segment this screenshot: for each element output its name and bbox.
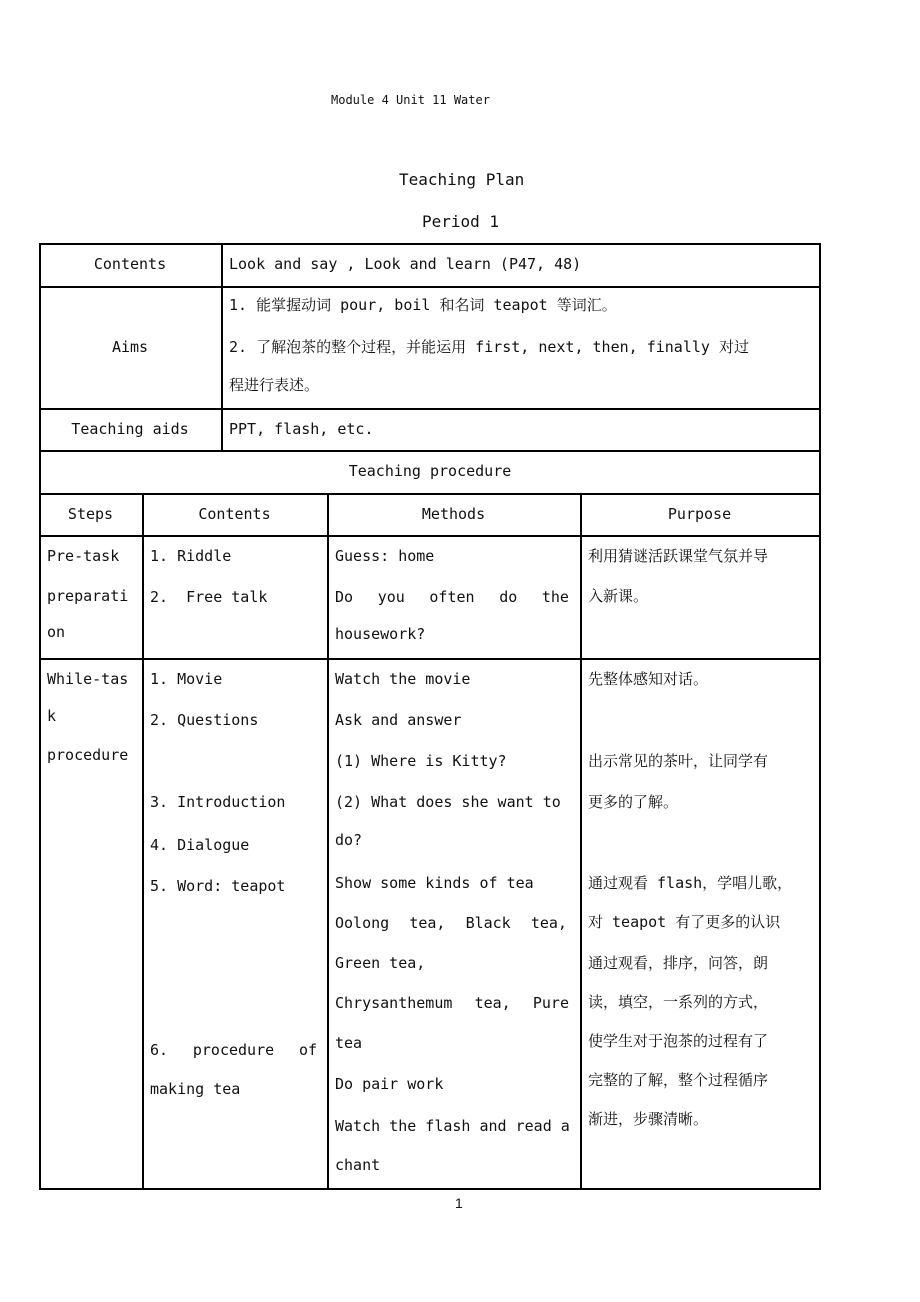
- table-line-left: [39, 243, 41, 1190]
- while-task-purpose-6: 通过观看，排序，问答，朗: [588, 954, 769, 972]
- table-line-after-procedure-title: [39, 493, 821, 495]
- table-line-after-aids: [39, 450, 821, 452]
- word: of: [298, 1041, 317, 1059]
- table-line-bottom: [39, 1188, 821, 1190]
- word: Chrysanthemum: [335, 994, 453, 1012]
- table-line-after-aims: [39, 408, 821, 410]
- word: procedure: [192, 1041, 275, 1059]
- teaching-aids-value: PPT, flash, etc.: [229, 420, 374, 438]
- word: do: [499, 588, 518, 606]
- pre-task-method-3: housework?: [335, 625, 426, 643]
- pre-task-method-1: Guess: home: [335, 547, 435, 565]
- header-steps: Steps: [67, 505, 114, 523]
- while-task-content-5: 5. Word: teapot: [150, 877, 286, 895]
- pre-task-purpose-1: 利用猜谜活跃课堂气氛并导: [588, 547, 769, 565]
- while-task-content-6: [150, 1040, 317, 1060]
- word: Black: [465, 914, 511, 932]
- while-task-purpose-8: 使学生对于泡茶的过程有了: [588, 1032, 769, 1050]
- word: tea,: [409, 914, 446, 932]
- while-task-purpose-9: 完整的了解，整个过程循序: [588, 1071, 769, 1089]
- pre-task-step-line-3: on: [47, 623, 66, 641]
- aims-label: Aims: [111, 338, 149, 356]
- pre-task-method-2-text: [335, 587, 569, 607]
- while-task-purpose-3: 更多的了解。: [588, 793, 679, 811]
- table-line-after-contents: [39, 286, 821, 288]
- while-task-method-7: [335, 913, 567, 933]
- table-line-label-column: [221, 243, 223, 452]
- word: tea,: [530, 914, 567, 932]
- table-line-top: [39, 243, 821, 245]
- word: often: [429, 588, 475, 606]
- aims-line-3: 程进行表述。: [229, 376, 320, 394]
- document-header: Module 4 Unit 11 Water: [331, 93, 490, 107]
- word: you: [377, 588, 405, 606]
- while-task-method-11: Do pair work: [335, 1075, 444, 1093]
- while-task-method-1: Watch the movie: [335, 670, 471, 688]
- header-contents: Contents: [198, 505, 271, 523]
- aims-line-1: 1. 能掌握动词 pour, boil 和名词 teapot 等词汇。: [229, 296, 617, 314]
- while-task-method-9: [335, 993, 569, 1013]
- pre-task-purpose-2: 入新课。: [588, 587, 649, 605]
- while-task-method-13: chant: [335, 1156, 381, 1174]
- document-title: Teaching Plan: [399, 170, 525, 189]
- period-label: Period 1: [422, 212, 500, 231]
- while-task-method-3: (1) Where is Kitty?: [335, 752, 507, 770]
- while-task-purpose-7: 读，填空，一系列的方式，: [588, 993, 769, 1011]
- while-task-method-6: Show some kinds of tea: [335, 874, 534, 892]
- while-task-step-line-2: k: [47, 707, 57, 725]
- table-line-steps-column: [142, 493, 144, 1190]
- while-task-content-6-text: [150, 1040, 317, 1060]
- page-number: 1: [455, 1195, 463, 1211]
- word: Pure: [532, 994, 569, 1012]
- pre-task-content-2: 2. Free talk: [150, 588, 268, 606]
- while-task-purpose-10: 渐进，步骤清晰。: [588, 1110, 709, 1128]
- while-task-method-4: (2) What does she want to: [335, 793, 561, 811]
- pre-task-content-1: 1. Riddle: [150, 547, 232, 565]
- word: the: [541, 588, 569, 606]
- while-task-content-1: 1. Movie: [150, 670, 223, 688]
- while-task-content-2: 2. Questions: [150, 711, 259, 729]
- table-line-contents-column: [327, 493, 329, 1190]
- while-task-method-2: Ask and answer: [335, 711, 462, 729]
- contents-value: Look and say , Look and learn (P47, 48): [229, 255, 582, 273]
- word: Oolong: [335, 914, 390, 932]
- aims-line-2: 2. 了解泡茶的整个过程，并能运用 first, next, then, finally 对过: [229, 338, 749, 356]
- while-task-method-12: Watch the flash and read a: [335, 1117, 570, 1135]
- while-task-method-10: tea: [335, 1034, 363, 1052]
- while-task-step-line-3: procedure: [47, 746, 129, 764]
- while-task-content-3: 3. Introduction: [150, 793, 286, 811]
- teaching-aids-label: Teaching aids: [71, 420, 189, 438]
- while-task-purpose-4: 通过观看 flash，学唱儿歌，: [588, 874, 793, 892]
- while-task-purpose-2: 出示常见的茶叶，让同学有: [588, 752, 769, 770]
- header-methods: Methods: [421, 505, 486, 523]
- while-task-step-line-1: While-tas: [47, 670, 129, 688]
- while-task-purpose-1: 先整体感知对话。: [588, 670, 709, 688]
- word: Do: [335, 588, 354, 606]
- table-line-methods-column: [580, 493, 582, 1190]
- header-purpose: Purpose: [667, 505, 732, 523]
- while-task-method-9-text: [335, 993, 569, 1013]
- while-task-method-5: do?: [335, 831, 363, 849]
- while-task-purpose-5: 对 teapot 有了更多的认识: [588, 913, 781, 931]
- pre-task-method-2: [335, 587, 569, 607]
- word: tea,: [474, 994, 511, 1012]
- while-task-method-8: Green tea,: [335, 954, 426, 972]
- pre-task-step-line-2: preparati: [47, 587, 129, 605]
- procedure-title: Teaching procedure: [348, 462, 512, 480]
- table-line-after-pre-task: [39, 658, 821, 660]
- pre-task-step-line-1: Pre-task: [47, 547, 120, 565]
- contents-label: Contents: [93, 255, 167, 273]
- table-line-after-headers: [39, 535, 821, 537]
- while-task-content-7: making tea: [150, 1080, 241, 1098]
- word: 6.: [150, 1041, 169, 1059]
- while-task-content-4: 4. Dialogue: [150, 836, 250, 854]
- while-task-method-7-text: [335, 913, 567, 933]
- table-line-right: [819, 243, 821, 1190]
